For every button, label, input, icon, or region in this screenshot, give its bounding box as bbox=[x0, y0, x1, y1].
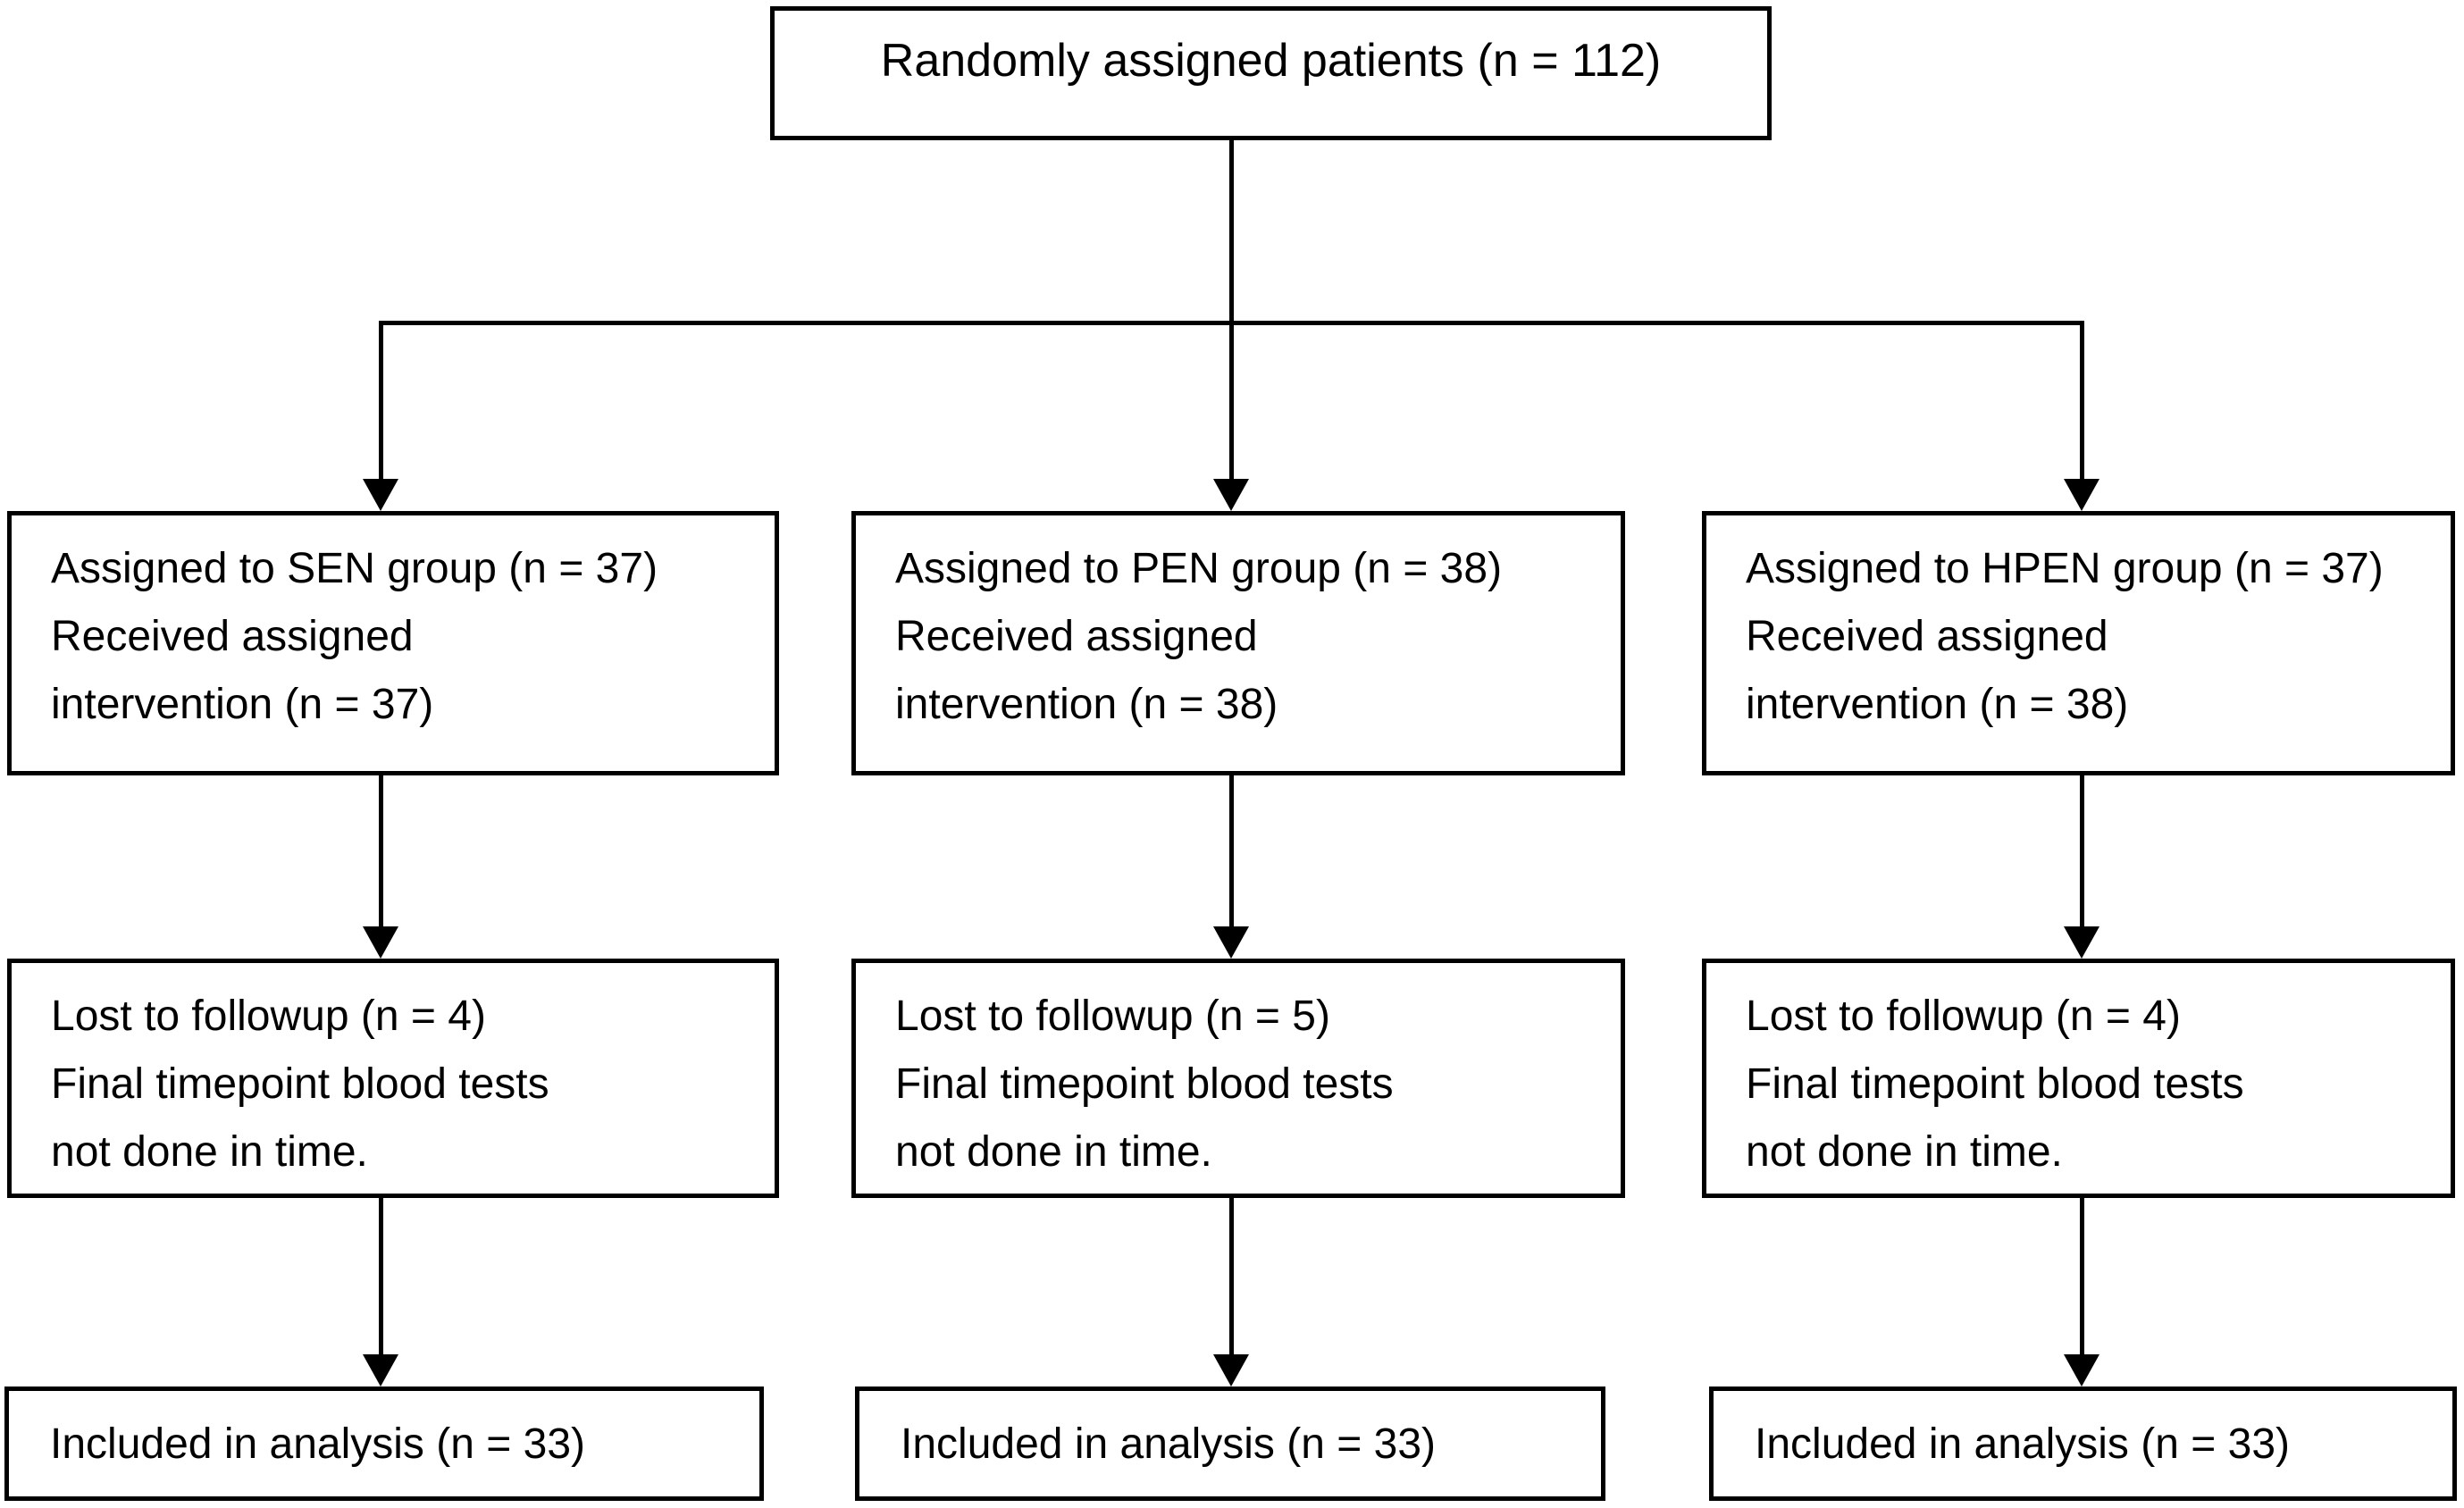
randomized-label: Randomly assigned patients (n = 112) bbox=[880, 35, 1662, 87]
text-line: Received assigned bbox=[895, 613, 1258, 660]
text-line: intervention (n = 38) bbox=[895, 681, 1278, 728]
text-line: Assigned to SEN group (n = 37) bbox=[51, 545, 658, 592]
box-pen-included bbox=[855, 1387, 1605, 1501]
arrowhead-down-icon bbox=[363, 926, 398, 959]
text-line: intervention (n = 38) bbox=[1746, 681, 2129, 728]
text-line: Final timepoint blood tests bbox=[51, 1060, 549, 1108]
text-line: not done in time. bbox=[895, 1128, 1212, 1176]
box-hpen-assigned bbox=[1702, 511, 2455, 775]
arrow-shaft bbox=[1229, 323, 1234, 481]
connector-top-vertical bbox=[1229, 140, 1234, 323]
box-sen-assigned bbox=[7, 511, 779, 775]
text-line: Lost to followup (n = 4) bbox=[1746, 993, 2181, 1040]
arrowhead-down-icon bbox=[1213, 926, 1249, 959]
text-line: Final timepoint blood tests bbox=[895, 1060, 1394, 1108]
arrowhead-down-icon bbox=[1213, 1354, 1249, 1387]
arrow-shaft bbox=[379, 775, 383, 928]
arrowhead-down-icon bbox=[2064, 926, 2099, 959]
box-sen-lost bbox=[7, 959, 779, 1198]
text-line: not done in time. bbox=[1746, 1128, 2063, 1176]
arrow-shaft bbox=[1229, 1198, 1234, 1356]
box-hpen-lost bbox=[1702, 959, 2455, 1198]
box-pen-assigned bbox=[851, 511, 1625, 775]
arrowhead-down-icon bbox=[1213, 479, 1249, 511]
text-line: Assigned to HPEN group (n = 37) bbox=[1746, 545, 2384, 592]
arrowhead-down-icon bbox=[2064, 479, 2099, 511]
text-line: Lost to followup (n = 4) bbox=[51, 993, 486, 1040]
box-pen-lost bbox=[851, 959, 1625, 1198]
text-line: Lost to followup (n = 5) bbox=[895, 993, 1330, 1040]
text-line: Included in analysis (n = 33) bbox=[50, 1420, 586, 1468]
box-sen-included bbox=[4, 1387, 764, 1501]
text-line: Included in analysis (n = 33) bbox=[901, 1420, 1437, 1468]
text-line: Final timepoint blood tests bbox=[1746, 1060, 2244, 1108]
text-line: intervention (n = 37) bbox=[51, 681, 434, 728]
box-randomized bbox=[770, 6, 1772, 140]
text-line: Received assigned bbox=[1746, 613, 2108, 660]
text-line: Included in analysis (n = 33) bbox=[1755, 1420, 2291, 1468]
box-hpen-included bbox=[1709, 1387, 2457, 1501]
arrowhead-down-icon bbox=[2064, 1354, 2099, 1387]
arrow-shaft bbox=[1229, 775, 1234, 928]
text-line: Assigned to PEN group (n = 38) bbox=[895, 545, 1503, 592]
arrow-shaft bbox=[379, 1198, 383, 1356]
arrow-shaft bbox=[379, 323, 383, 481]
arrow-shaft bbox=[2080, 775, 2084, 928]
arrowhead-down-icon bbox=[363, 479, 398, 511]
arrow-shaft bbox=[2080, 323, 2084, 481]
arrow-shaft bbox=[2080, 1198, 2084, 1356]
arrowhead-down-icon bbox=[363, 1354, 398, 1387]
text-line: Received assigned bbox=[51, 613, 414, 660]
text-line: not done in time. bbox=[51, 1128, 368, 1176]
